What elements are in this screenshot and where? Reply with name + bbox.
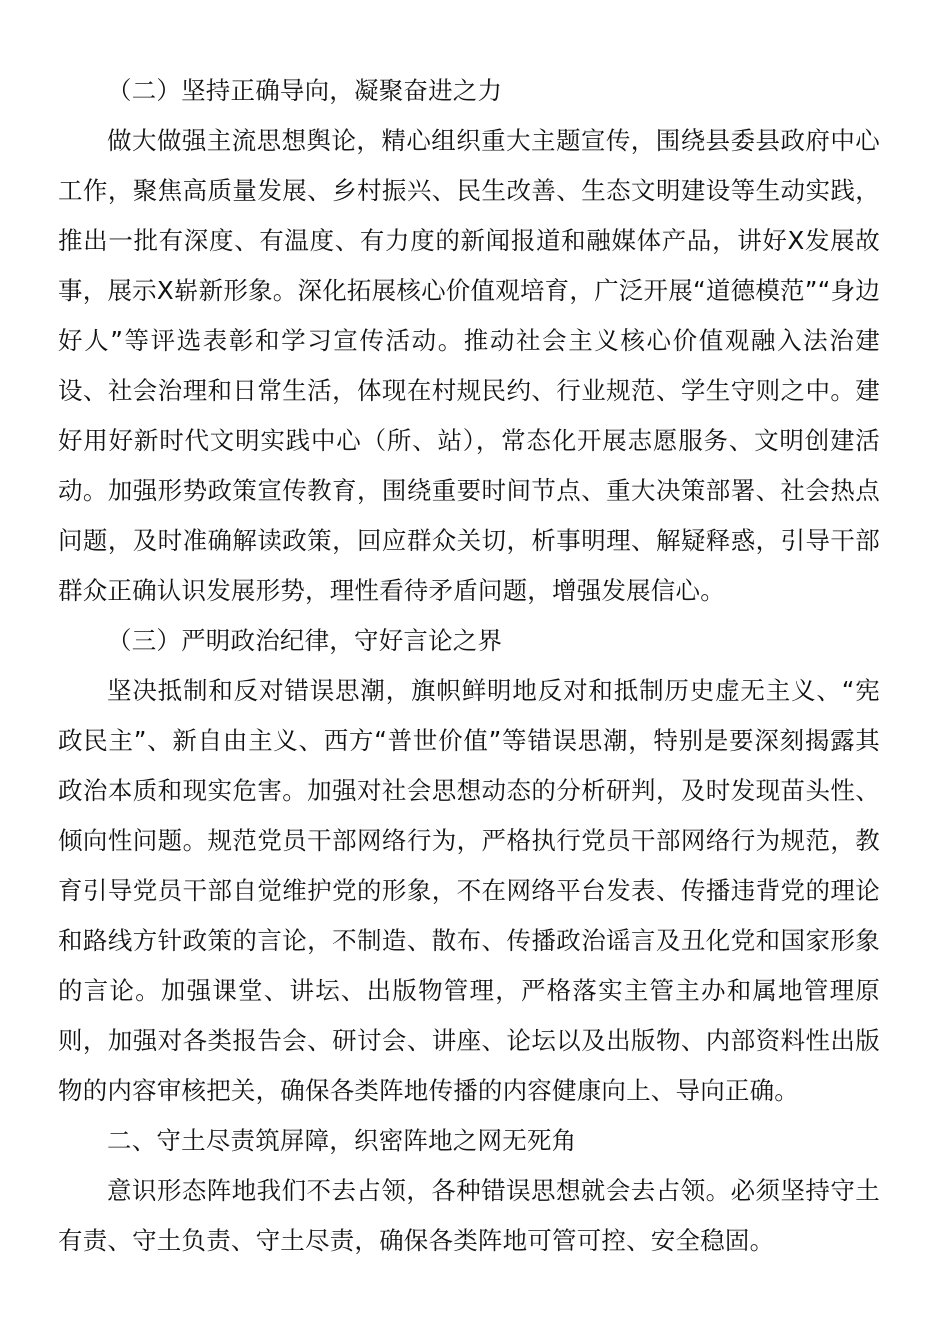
section-heading-3: （三）严明政治纪律，守好言论之界 (107, 626, 503, 655)
document-page (58, 66, 880, 1266)
chapter-heading-2: 二、守土尽责筑屏障，织密阵地之网无死角 (107, 1126, 577, 1155)
section-body-2: 做大做强主流思想舆论，精心组织重大主题宣传，围绕县委县政府中心工作，聚焦高质量发展、乡村振兴、民生改善、生态文明建设等生动实践，推出一批有深度、有温度、有力度的新闻报道和融媒体产品，讲好X发展故事，展示X崭新形象。深化拓展核心价值观培育，广泛开展“道德模范”“身边好人”等评选表彰和学习宣传活动。推动社会主义核心价值观融入法治建设、社会治理和日常生活，体现在村规民约、行业规范、学生守则之中。建好用好新时代文明实践中心（所、站），常态化开展志愿服务、文明创建活动。加强形势政策宣传教育，围绕重要时间节点、重大决策部署、社会热点问题，及时准确解读政策，回应群众关切，析事明理、解疑释惑，引导干部群众正确认识发展形势，理性看待矛盾问题，增强发展信心。 (58, 126, 880, 605)
chapter-body-2: 意识形态阵地我们不去占领，各种错误思想就会去占领。必须坚持守土有责、守土负责、守土尽责，确保各类阵地可管可控、安全稳固。 (58, 1176, 880, 1255)
section-body-3: 坚决抵制和反对错误思潮，旗帜鲜明地反对和抵制历史虚无主义、“宪政民主”、新自由主义、西方“普世价值”等错误思潮，特别是要深刻揭露其政治本质和现实危害。加强对社会思想动态的分析研判，及时发现苗头性、倾向性问题。规范党员干部网络行为，严格执行党员干部网络行为规范，教育引导党员干部自觉维护党的形象，不在网络平台发表、传播违背党的理论和路线方针政策的言论，不制造、散布、传播政治谣言及丑化党和国家形象的言论。加强课堂、讲坛、出版物管理，严格落实主管主办和属地管理原则，加强对各类报告会、研讨会、讲座、论坛以及出版物、内部资料性出版物的内容审核把关，确保各类阵地传播的内容健康向上、导向正确。 (58, 676, 880, 1105)
section-heading-2: （二）坚持正确导向，凝聚奋进之力 (107, 76, 503, 105)
